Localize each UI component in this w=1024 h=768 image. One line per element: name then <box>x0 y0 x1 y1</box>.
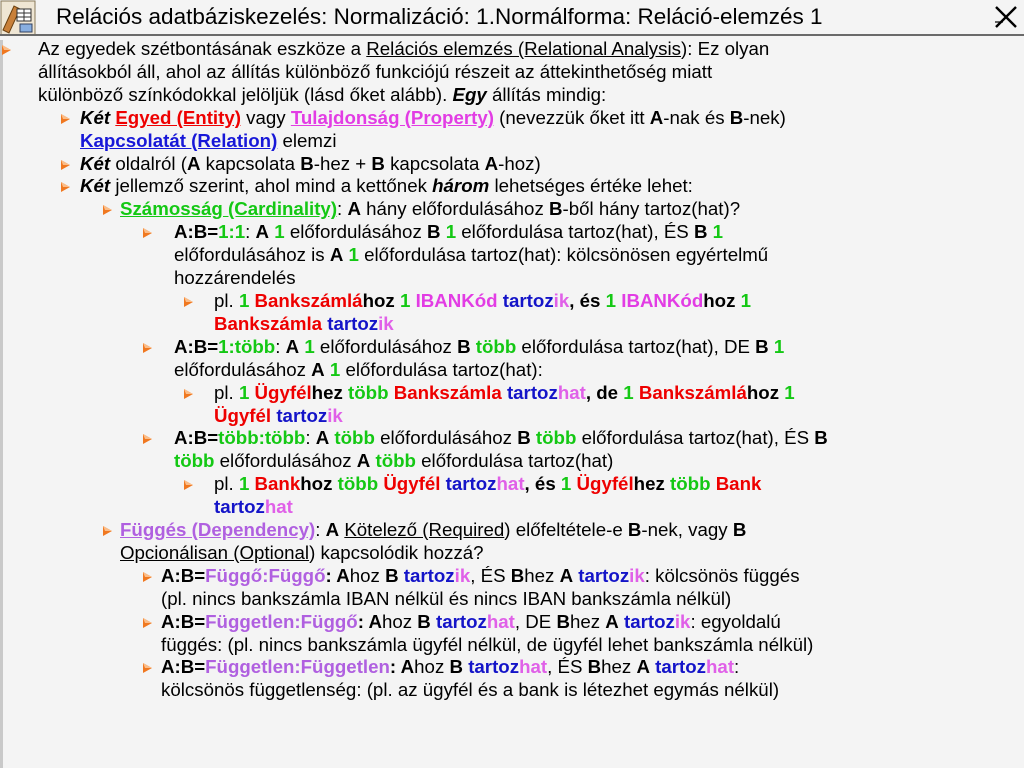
list-item: Két Egyed (Entity) vagy Tulajdonság (Property) (nevezzük őket itt A-nak és B-nek) <box>0 107 1024 130</box>
bullet-arrow-icon <box>102 204 113 216</box>
entity-term: Egyed (Entity) <box>115 106 241 128</box>
intro-line: Az egyedek szétbontásának eszköze a Relációs elemzés (Relational Analysis): Ez olyan <box>0 38 1024 61</box>
example-item: pl. 1 Bankszámlához 1 IBANKód tartozik, és 1 IBANKódhoz 1 <box>0 290 1024 313</box>
list-item: A:B=Független:Független: Ahoz B tartozhat, ÉS Bhez A tartozhat: <box>0 656 1024 679</box>
bullet-arrow-icon <box>183 296 194 308</box>
list-item: Számosság (Cardinality): A hány előfordulásához B-ből hány tartoz(hat)? <box>0 198 1024 221</box>
bullet-arrow-icon <box>102 525 113 537</box>
title-divider <box>0 34 1024 36</box>
list-item: kölcsönös függetlenség: (pl. az ügyfél és a bank is létezhet egymás nélkül) <box>161 679 780 701</box>
bullet-arrow-icon <box>1 44 12 56</box>
list-item: A:B=több:több: A több előfordulásához B több előfordulása tartoz(hat), ÉS B <box>0 427 1024 450</box>
example-item: Ügyfél tartozik <box>214 404 343 426</box>
page-title: Relációs adatbáziskezelés: Normalizáció: 1.Normálforma: Reláció-elemzés 1 <box>56 4 823 29</box>
list-item: Két oldalról (A kapcsolata B-hez + B kapcsolata A-hoz) <box>0 153 1024 176</box>
bullet-arrow-icon <box>142 617 153 629</box>
bullet-arrow-icon <box>142 227 153 239</box>
app-icon <box>0 0 36 36</box>
bullet-arrow-icon <box>183 388 194 400</box>
bullet-arrow-icon <box>60 181 71 193</box>
bullet-arrow-icon <box>142 433 153 445</box>
list-item: A:B=1:1: A 1 előfordulásához B 1 előfordulása tartoz(hat), ÉS B 1 <box>0 221 1024 244</box>
bullet-arrow-icon <box>60 159 71 171</box>
list-item: hozzárendelés <box>174 267 296 289</box>
slide-content <box>0 38 1024 702</box>
example-item: pl. 1 Ügyfélhez több Bankszámla tartozhat, de 1 Bankszámlához 1 <box>0 382 1024 405</box>
property-term: Tulajdonság (Property) <box>290 106 494 128</box>
list-item: (pl. nincs bankszámla IBAN nélkül és nincs IBAN bankszámla nélkül) <box>161 587 732 609</box>
example-item: Bankszámla tartozik <box>214 312 394 334</box>
list-item: Két jellemző szerint, ahol mind a kettőnek három lehetséges értéke lehet: <box>0 175 1024 198</box>
list-item: előfordulásához is A 1 előfordulása tartoz(hat): kölcsönösen egyértelmű <box>174 244 769 266</box>
list-item: több előfordulásához A több előfordulása tartoz(hat) <box>174 450 614 472</box>
list-item: Függés (Dependency): A Kötelező (Required) előfeltétele-e B-nek, vagy B <box>0 519 1024 542</box>
example-item: tartozhat <box>214 496 293 518</box>
bullet-arrow-icon <box>142 342 153 354</box>
list-item: A:B=1:több: A 1 előfordulásához B több előfordulása tartoz(hat), DE B 1 <box>0 336 1024 359</box>
relation-term: Kapcsolatát (Relation) <box>80 129 278 151</box>
bullet-arrow-icon <box>142 662 153 674</box>
list-item: Kapcsolatát (Relation) elemzi <box>80 129 337 151</box>
close-icon[interactable] <box>993 4 1019 30</box>
bullet-arrow-icon <box>142 571 153 583</box>
list-item: A:B=Független:Függő: Ahoz B tartozhat, DE Bhez A tartozik: egyoldalú <box>0 611 1024 634</box>
dependency-term: Függés (Dependency) <box>120 519 316 541</box>
intro-line: állításokból áll, ahol az állítás különböző funkciójú részeit az áttekinthetőség miatt <box>38 60 713 82</box>
link-relational-analysis[interactable]: Relációs elemzés (Relational Analysis <box>366 38 681 59</box>
list-item: függés: (pl. nincs bankszámla ügyfél nélkül, de ügyfél lehet bankszámla nélkül) <box>161 633 814 655</box>
cardinality-term: Számosság (Cardinality) <box>120 198 338 220</box>
bullet-arrow-icon <box>60 113 71 125</box>
list-item: A:B=Függő:Függő: Ahoz B tartozik, ÉS Bhez A tartozik: kölcsönös függés <box>0 565 1024 588</box>
list-item: előfordulásához A 1 előfordulása tartoz(hat): <box>174 358 543 380</box>
example-item: pl. 1 Bankhoz több Ügyfél tartozhat, és 1 Ügyfélhez több Bank <box>0 473 1024 496</box>
list-item: Opcionálisan (Optional) kapcsolódik hozzá? <box>120 541 484 563</box>
bullet-arrow-icon <box>183 479 194 491</box>
intro-line: különböző színkódokkal jelöljük (lásd őket alább). Egy állítás mindig: <box>38 83 607 105</box>
